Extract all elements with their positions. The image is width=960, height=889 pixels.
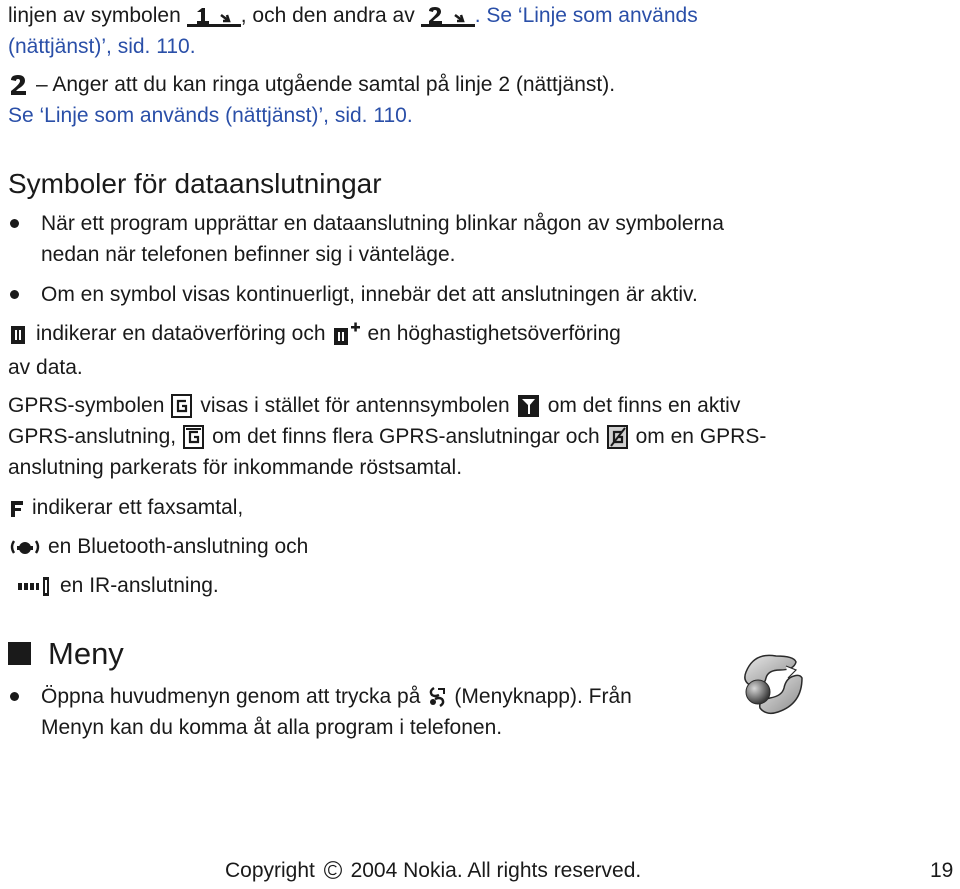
text-segment: visas i stället för antennsymbolen: [200, 394, 510, 417]
text-segment: en höghastighetsöverföring: [367, 322, 621, 345]
text-segment: om det finns flera GPRS-anslutningar och: [212, 425, 600, 448]
text-segment: en Bluetooth-anslutning och: [48, 535, 309, 558]
text-segment: , och den andra av: [240, 4, 415, 27]
text-segment: – Anger att du kan ringa utgående samtal på linje 2 (nättjänst).: [36, 73, 616, 96]
text-segment: linjen av symbolen: [8, 4, 181, 27]
cross-reference-link[interactable]: . Se ‘Linje som används: [474, 4, 698, 27]
text-segment: en IR-anslutning.: [60, 574, 219, 597]
text-segment: anslutning parkerats för inkommande röstsamtal.: [8, 456, 463, 479]
text-line-bluetooth: [8, 535, 308, 559]
text-segment: (Menyknapp). Från: [454, 685, 632, 708]
high-speed-data-icon: [332, 322, 362, 346]
text-line-transfer-cont: [8, 356, 83, 380]
copyright-notice: [225, 858, 641, 884]
cross-reference-link[interactable]: [8, 35, 196, 59]
text-line-gprs-2: [8, 425, 766, 449]
line-2-icon: [8, 73, 30, 97]
line-1-icon: [187, 4, 241, 28]
fax-icon: [8, 496, 26, 520]
text-segment: När ett program upprättar en dataanslutning blinkar någon av symbolerna: [41, 212, 724, 235]
menu-key-icon: [426, 685, 448, 709]
copyright-label: Copyright: [225, 859, 315, 882]
text-segment: Se ‘Linje som används (nättjänst)’, sid. 110.: [8, 104, 413, 127]
bullet-dot: [10, 692, 19, 701]
section-heading: Symboler för dataanslutningar: [8, 168, 382, 199]
text-segment: indikerar ett faxsamtal,: [32, 496, 244, 519]
infrared-icon: [8, 574, 54, 598]
text-segment: GPRS-anslutning,: [8, 425, 177, 448]
bullet-dot: [10, 290, 19, 299]
section-heading: Meny: [48, 636, 124, 671]
text-segment: om en GPRS-: [635, 425, 767, 448]
text-line-gprs-3: [8, 456, 462, 480]
data-call-icon: [8, 322, 30, 346]
gprs-icon: [170, 394, 194, 418]
menu-key-illustration: [736, 648, 808, 720]
cross-reference-link[interactable]: [8, 104, 413, 128]
gprs-held-icon: [606, 425, 630, 449]
bullet-text: [41, 212, 724, 236]
text-line-gprs-1: [8, 394, 740, 418]
text-line-ir: [8, 574, 219, 598]
bullet-dot: [10, 219, 19, 228]
text-segment: Öppna huvudmenyn genom att trycka på: [41, 685, 421, 708]
page-number: 19: [930, 859, 954, 882]
text-line-fax: [8, 496, 243, 520]
copyright-text: 2004 Nokia. All rights reserved.: [350, 859, 642, 882]
text-segment: av data.: [8, 356, 83, 379]
section-marker: [8, 642, 31, 665]
text-segment: nedan när telefonen befinner sig i vänteläge.: [41, 243, 456, 266]
text-segment: indikerar en dataöverföring och: [36, 322, 326, 345]
text-line-1: [8, 4, 698, 28]
text-segment: GPRS-symbolen: [8, 394, 165, 417]
bullet-text: [41, 283, 698, 307]
bullet-text: [41, 716, 502, 740]
text-line-transfer: [8, 322, 621, 346]
text-line-3: [8, 73, 615, 97]
text-segment: Menyn kan du komma åt alla program i telefonen.: [41, 716, 503, 739]
text-segment: (nättjänst)’, sid. 110.: [8, 35, 196, 58]
line-2-icon: [421, 4, 475, 28]
copyright-symbol-icon: [321, 858, 345, 884]
text-segment: Om en symbol visas kontinuerligt, innebär det att anslutningen är aktiv.: [41, 283, 698, 306]
gprs-multiple-icon: [182, 425, 206, 449]
text-segment: om det finns en aktiv: [547, 394, 741, 417]
antenna-icon: [516, 394, 542, 418]
bullet-text: [41, 685, 632, 709]
bluetooth-icon: [8, 535, 42, 559]
bullet-text: [41, 243, 455, 267]
